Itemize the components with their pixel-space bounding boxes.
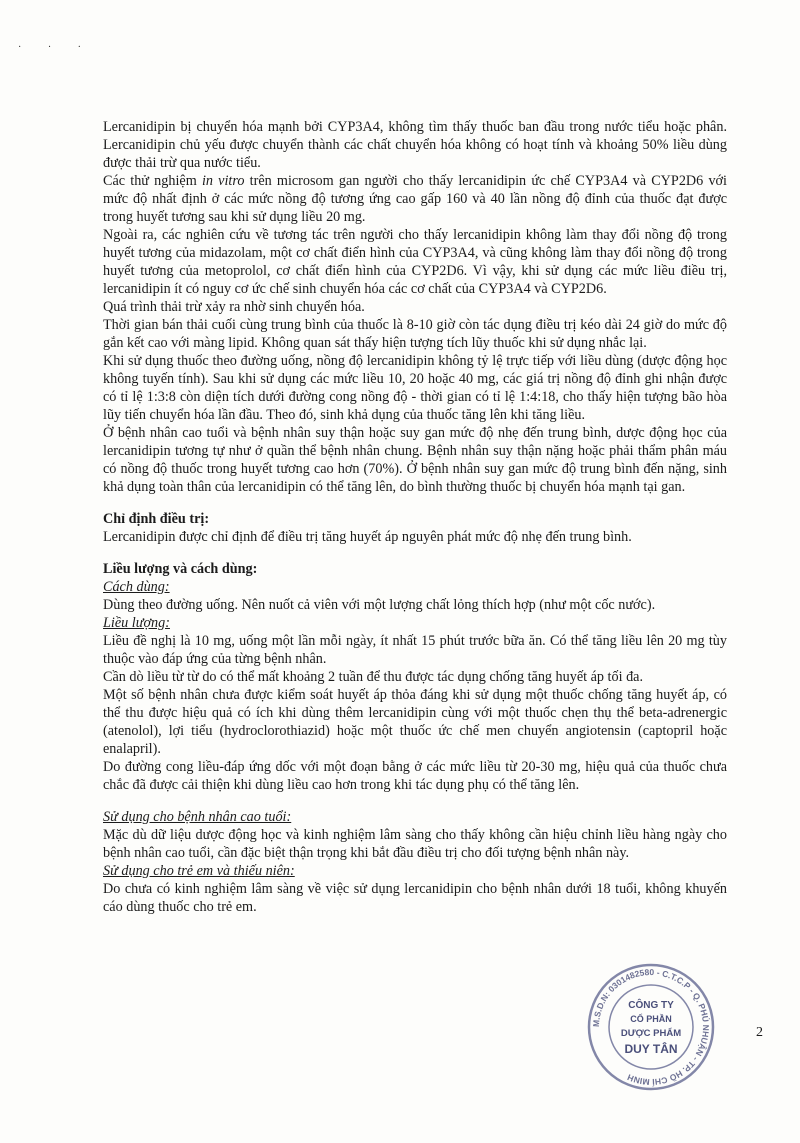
paragraph-half-life: Thời gian bán thải cuối cùng trung bình của thuốc là 8-10 giờ còn tác dụng điều trị kéo dài 24 giờ do mức độ gắn kết cao với màng lipid. Không quan sát thấy hiện tượng tích lũy thuốc khi sử dụng nhắc lại. (103, 317, 727, 351)
method-text: Dùng theo đường uống. Nên nuốt cả viên với một lượng chất lỏng thích hợp (như một cốc nước). (103, 597, 656, 613)
indication-heading: Chỉ định điều trị: (103, 511, 210, 527)
invitro-italic: in vitro (201, 173, 245, 189)
dose-paragraph: Liều đề nghị là 10 mg, uống một lần mỗi ngày, ít nhất 15 phút trước bữa ăn. Có thể tăng liều lên 20 mg tùy thuộc vào đáp ứng của từng bệnh nhân. (103, 633, 727, 667)
dose-paragraph: Cần dò liều từ từ do có thể mất khoảng 2 tuần để thu được tác dụng chống tăng huyết áp tối đa. (103, 669, 644, 685)
dose-paragraph: Một số bệnh nhân chưa được kiểm soát huyết áp thỏa đáng khi sử dụng một thuốc chống tăng huyết áp, có thể thu được hiệu quả có ích khi dùng thêm lercanidipin cùng với một thuốc chẹn thụ thể beta-adrenergic (atenolol), lợi tiểu (hydroclorothiazid) hoặc một thuốc ức chế men chuyển angiotensin (captopril hoặc enalapril). (103, 687, 727, 757)
stamp-line3: DƯỢC PHẨM (620, 1028, 682, 1039)
stamp-line2: CỔ PHẦN (630, 1014, 672, 1024)
paragraph-nonlinear-pk: Khi sử dụng thuốc theo đường uống, nồng độ lercanidipin không tỷ lệ trực tiếp với liều dùng (dược động học không tuyến tính). Sau khi sử dụng các mức liều 10, 20 hoặc 40 mg, các giá trị nồng độ đỉnh ghi nhận được có tỉ lệ 1:3:8 còn diện tích dưới đường cong nồng độ - thời gian có tỉ lệ 1:4:18, cho thấy hiện tượng bão hòa lũy tiến chuyển hóa lần đầu. Theo đó, sinh khả dụng của thuốc tăng lên khi tăng liều. (103, 353, 727, 423)
children-label: Sử dụng cho trẻ em và thiếu niên: (103, 863, 295, 879)
scan-marks: · · · (18, 42, 93, 53)
elderly-text: Mặc dù dữ liệu dược động học và kinh nghiệm lâm sàng cho thấy không cần hiệu chỉnh liều hàng ngày cho bệnh nhân cao tuổi, cần đặc biệt thận trọng khi bắt đầu điều trị cho đối tượng bệnh nhân này. (103, 827, 727, 861)
indication-text: Lercanidipin được chỉ định để điều trị tăng huyết áp nguyên phát mức độ nhẹ đến trung bình. (103, 529, 632, 545)
dose-label: Liều lượng: (103, 615, 170, 631)
paragraph-elimination: Quá trình thải trừ xảy ra nhờ sinh chuyển hóa. (103, 299, 365, 315)
children-text: Do chưa có kinh nghiệm lâm sàng về việc sử dụng lercanidipin cho bệnh nhân dưới 18 tuổi, không khuyến cáo dùng thuốc cho trẻ em. (103, 881, 727, 915)
paragraph-metabolism: Lercanidipin bị chuyển hóa mạnh bởi CYP3A4, không tìm thấy thuốc ban đầu trong nước tiểu hoặc phân. Lercanidipin chủ yếu được chuyển thành các chất chuyển hóa không có hoạt tính và khoảng 50% liều dùng được thải trừ qua nước tiểu. (103, 119, 727, 171)
paragraph-interactions: Ngoài ra, các nghiên cứu về tương tác trên người cho thấy lercanidipin không làm thay đổi nồng độ trong huyết tương của midazolam, một cơ chất điển hình của CYP3A4, và cũng không làm thay đổi nồng độ trong huyết tương của metoprolol, cơ chất điển hình của CYP2D6. Vì vậy, khi sử dụng các mức liều điều trị, lercanidipin ít có nguy cơ ức chế sinh chuyển hóa các cơ chất của CYP3A4 và CYP2D6. (103, 227, 727, 297)
page-number: 2 (756, 1025, 763, 1040)
elderly-label: Sử dụng cho bệnh nhân cao tuổi: (103, 809, 292, 825)
dose-paragraph: Do đường cong liều-đáp ứng dốc với một đoạn bằng ở các mức liều từ 20-30 mg, hiệu quả của thuốc chưa chắc đã được cải thiện khi dùng liều cao hơn trong khi tác dụng phụ có thể tăng lên. (103, 759, 727, 793)
paragraph-invitro (103, 172, 727, 226)
invitro-text-after: trên microsom gan người cho thấy lercanidipin ức chế CYP3A4 và CYP2D6 với mức độ nhất định ở các mức nồng độ tương ứng cao gấp 160 và 40 lần nồng độ đỉnh của thuốc đạt được trong huyết tương sau khi sử dụng liều 20 mg. (103, 173, 727, 225)
dosage-heading: Liều lượng và cách dùng: (103, 561, 258, 577)
method-label: Cách dùng: (103, 579, 170, 595)
page-body (103, 118, 727, 916)
invitro-text-before: Các thử nghiệm (103, 173, 202, 189)
company-stamp (586, 962, 716, 1092)
stamp-line1: CÔNG TY (628, 1000, 674, 1011)
paragraph-special-populations: Ở bệnh nhân cao tuổi và bệnh nhân suy thận hoặc suy gan mức độ nhẹ đến trung bình, dược động học của lercanidipin tương tự như ở quần thể bệnh nhân chung. Bệnh nhân suy thận nặng hoặc phải thẩm phân máu có nồng độ thuốc trong huyết tương cao hơn (70%). Ở bệnh nhân suy gan mức độ trung bình đến nặng, sinh khả dụng toàn thân của lercanidipin có thể tăng lên, do bình thường thuốc bị chuyển hóa mạnh tại gan. (103, 425, 727, 495)
stamp-ring-text: M.S.D.N: 0301482580 - C.T.C.P - Q. PHÚ NHUẬN - TP. HỒ CHÍ MINH (590, 966, 712, 1088)
stamp-line4: DUY TÂN (624, 1042, 678, 1056)
section-gap (103, 794, 727, 808)
